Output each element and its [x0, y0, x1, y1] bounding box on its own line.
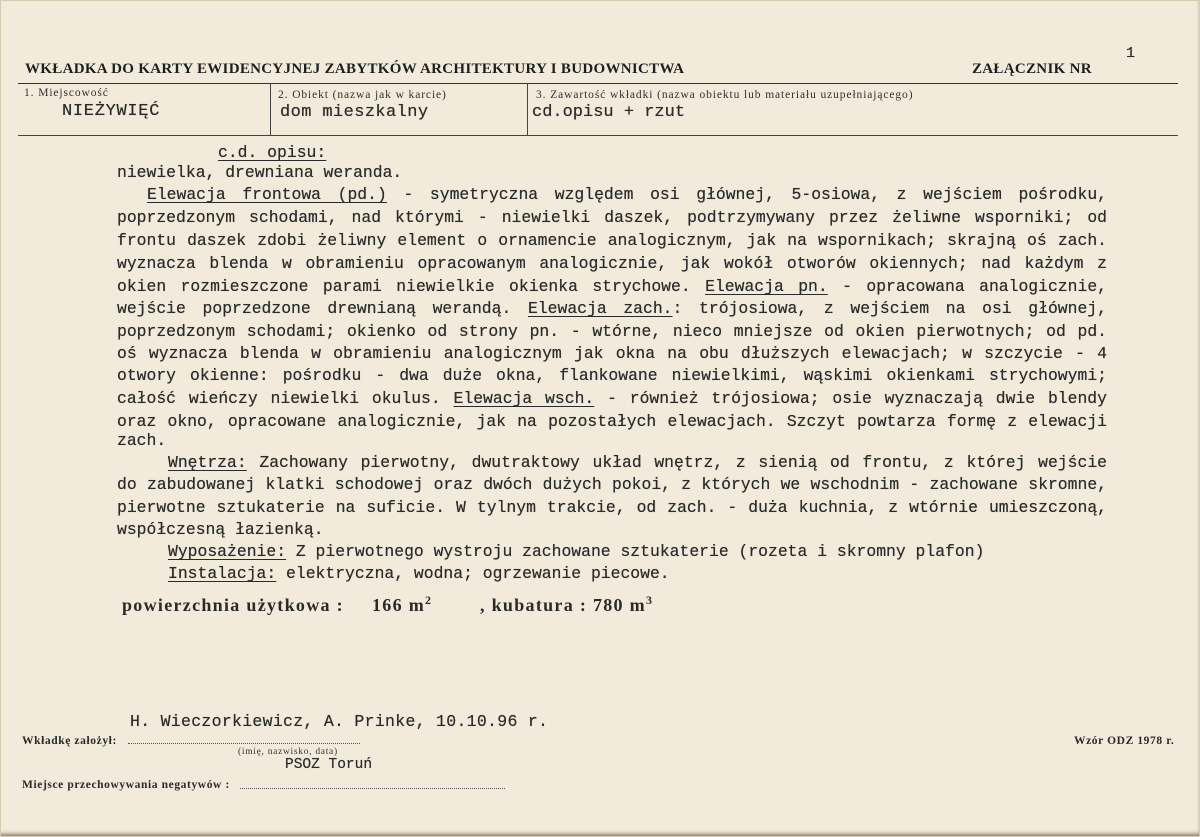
description-text: do zabudowanej klatki schodowej oraz dwóch dużych pokoi, z których we wschodnim - zachowane skromne, — [117, 475, 1107, 494]
section-heading-north-elevation: Elewacja pn. — [705, 277, 828, 296]
section-heading-furnishings: Wyposażenie: — [168, 542, 287, 561]
usable-area-label: powierzchnia użytkowa : — [122, 595, 344, 615]
locality-value: NIEŻYWIĘĆ — [62, 102, 161, 121]
description-text: współczesną łazienką. — [117, 520, 324, 539]
object-value: dom mieszkalny — [280, 103, 429, 122]
field-divider — [527, 83, 528, 135]
usable-area-value: 166 — [372, 595, 403, 615]
volume-unit: m — [629, 595, 646, 615]
description-line — [117, 230, 1107, 252]
description-text: niewielka, drewniana weranda. — [117, 163, 403, 182]
volume-value: 780 — [592, 595, 624, 615]
annex-number-label: ZAŁĄCZNIK NR — [972, 61, 1092, 77]
description-line — [117, 497, 1107, 519]
description-text: wyznacza blenda w obramieniu opracowanym analogicznie, jak wokół otworów okiennych; nad każdym z — [117, 254, 1107, 273]
contents-label: 3. Zawartość wkładki (nazwa obiektu lub materiału uzupełniającego) — [536, 89, 914, 101]
usable-area-unit: m — [408, 595, 426, 615]
description-text: całość wieńczy niewielki okulus. — [117, 389, 454, 408]
description-line — [117, 430, 166, 452]
created-by-dotted-line — [128, 743, 360, 744]
form-title: WKŁADKA DO KARTY EWIDENCYJNEJ ZABYTKÓW ARCHITEKTURY I BUDOWNICTWA — [25, 61, 685, 77]
description-text: elektryczna, wodna; ogrzewanie piecowe. — [276, 564, 670, 583]
description-line — [117, 162, 402, 184]
section-heading-west-elevation: Elewacja zach. — [527, 299, 673, 318]
section-heading-installations: Instalacja: — [168, 564, 277, 583]
description-line — [117, 207, 1107, 229]
created-by-hint: (imię, nazwisko, data) — [238, 747, 338, 757]
description-text: pierwotne sztukaterie na suficie. W tylnym trakcie, od zach. - duża kuchnia, z wtórnie umieszczoną, — [117, 498, 1107, 517]
description-line — [168, 563, 670, 585]
description-line — [117, 276, 1107, 298]
description-text: poprzedzonym schodami; okienko od strony pn. - wtórne, nieco mniejsze od okien pierwotnych; od pd. — [117, 322, 1107, 341]
description-text: - symetryczna względem osi głównej, 5-osiowa, z wejściem pośrodku, — [386, 185, 1107, 204]
section-heading-interiors: Wnętrza: — [168, 453, 247, 472]
description-line — [168, 452, 1107, 474]
field-divider — [270, 83, 271, 135]
description-line — [117, 388, 1107, 410]
negatives-location-dotted-line — [240, 788, 505, 789]
description-text: frontu daszek zdobi żeliwny element o ornamencie analogicznym, jak na wspornikach; skrajną oś zach. — [117, 231, 1107, 250]
usable-area-exponent: 2 — [425, 593, 432, 607]
description-text: wejście poprzedzone drewnianą werandą. — [117, 299, 528, 318]
created-by-label: Wkładkę założył: — [22, 735, 117, 747]
description-text: oś wyznacza blenda w obramieniu analogicznym jak okna na obu dłuższych elewacjach; w szczycie - 4 — [117, 344, 1107, 363]
locality-label: 1. Miejscowość — [24, 87, 109, 99]
contents-value: cd.opisu + rzut — [532, 103, 686, 122]
description-line — [117, 411, 1107, 433]
fields-bottom-rule — [18, 135, 1178, 136]
description-line — [117, 321, 1107, 343]
description-heading — [218, 142, 326, 164]
header-rule — [18, 83, 1178, 84]
description-text: otwory okienne: pośrodku - dwa duże okna, flankowane niewielkimi, wąskimi okienkami strychowymi; — [117, 366, 1107, 385]
description-line — [147, 184, 1107, 206]
description-text: zach. — [117, 431, 167, 450]
description-text: Z pierwotnego wystroju zachowane sztukaterie (rozeta i skromny plafon) — [286, 542, 985, 561]
section-heading-east-elevation: Elewacja wsch. — [453, 389, 595, 408]
description-text: poprzedzonym schodami, nad którymi - niewielki daszek, podtrzymywany przez żeliwne wsporniki; od — [117, 208, 1107, 227]
volume — [480, 594, 652, 616]
form-version: Wzór ODZ 1978 r. — [1074, 735, 1175, 747]
volume-exponent: 3 — [645, 593, 652, 607]
created-by-value: H. Wieczorkiewicz, A. Prinke, 10.10.96 r. — [130, 712, 549, 731]
description-line — [117, 519, 324, 541]
description-text: - opracowana analogicznie, — [827, 277, 1107, 296]
description-line — [117, 474, 1107, 496]
section-heading-front-elevation: Elewacja frontowa (pd.) — [147, 185, 387, 204]
description-text: : trójosiowa, z wejściem na osi głównej, — [672, 299, 1107, 318]
description-text: oraz okno, opracowane analogicznie, jak na pozostałych elewacjach. Szczyt powtarza formę z elewacji — [117, 412, 1107, 431]
negatives-location-value: PSOZ Toruń — [285, 757, 373, 773]
usable-area — [372, 594, 431, 616]
negatives-location-label: Miejsce przechowywania negatywów : — [22, 779, 230, 791]
description-line — [117, 343, 1107, 365]
description-line — [168, 541, 984, 563]
description-heading-text: c.d. opisu: — [218, 143, 327, 162]
description-line — [117, 365, 1107, 387]
description-line — [117, 298, 1107, 320]
description-text: - również trójosiowa; osie wyznaczają dwie blendy — [594, 389, 1107, 408]
description-text: Zachowany pierwotny, dwutraktowy układ wnętrz, z sienią od frontu, z której wejście — [246, 453, 1107, 472]
volume-label: , kubatura : — [480, 595, 588, 615]
description-text: okien rozmieszczone parami niewielkie okienka strychowe. — [117, 277, 706, 296]
description-line — [117, 253, 1107, 275]
page-number: 1 — [1126, 45, 1136, 62]
object-label: 2. Obiekt (nazwa jak w karcie) — [278, 89, 447, 101]
